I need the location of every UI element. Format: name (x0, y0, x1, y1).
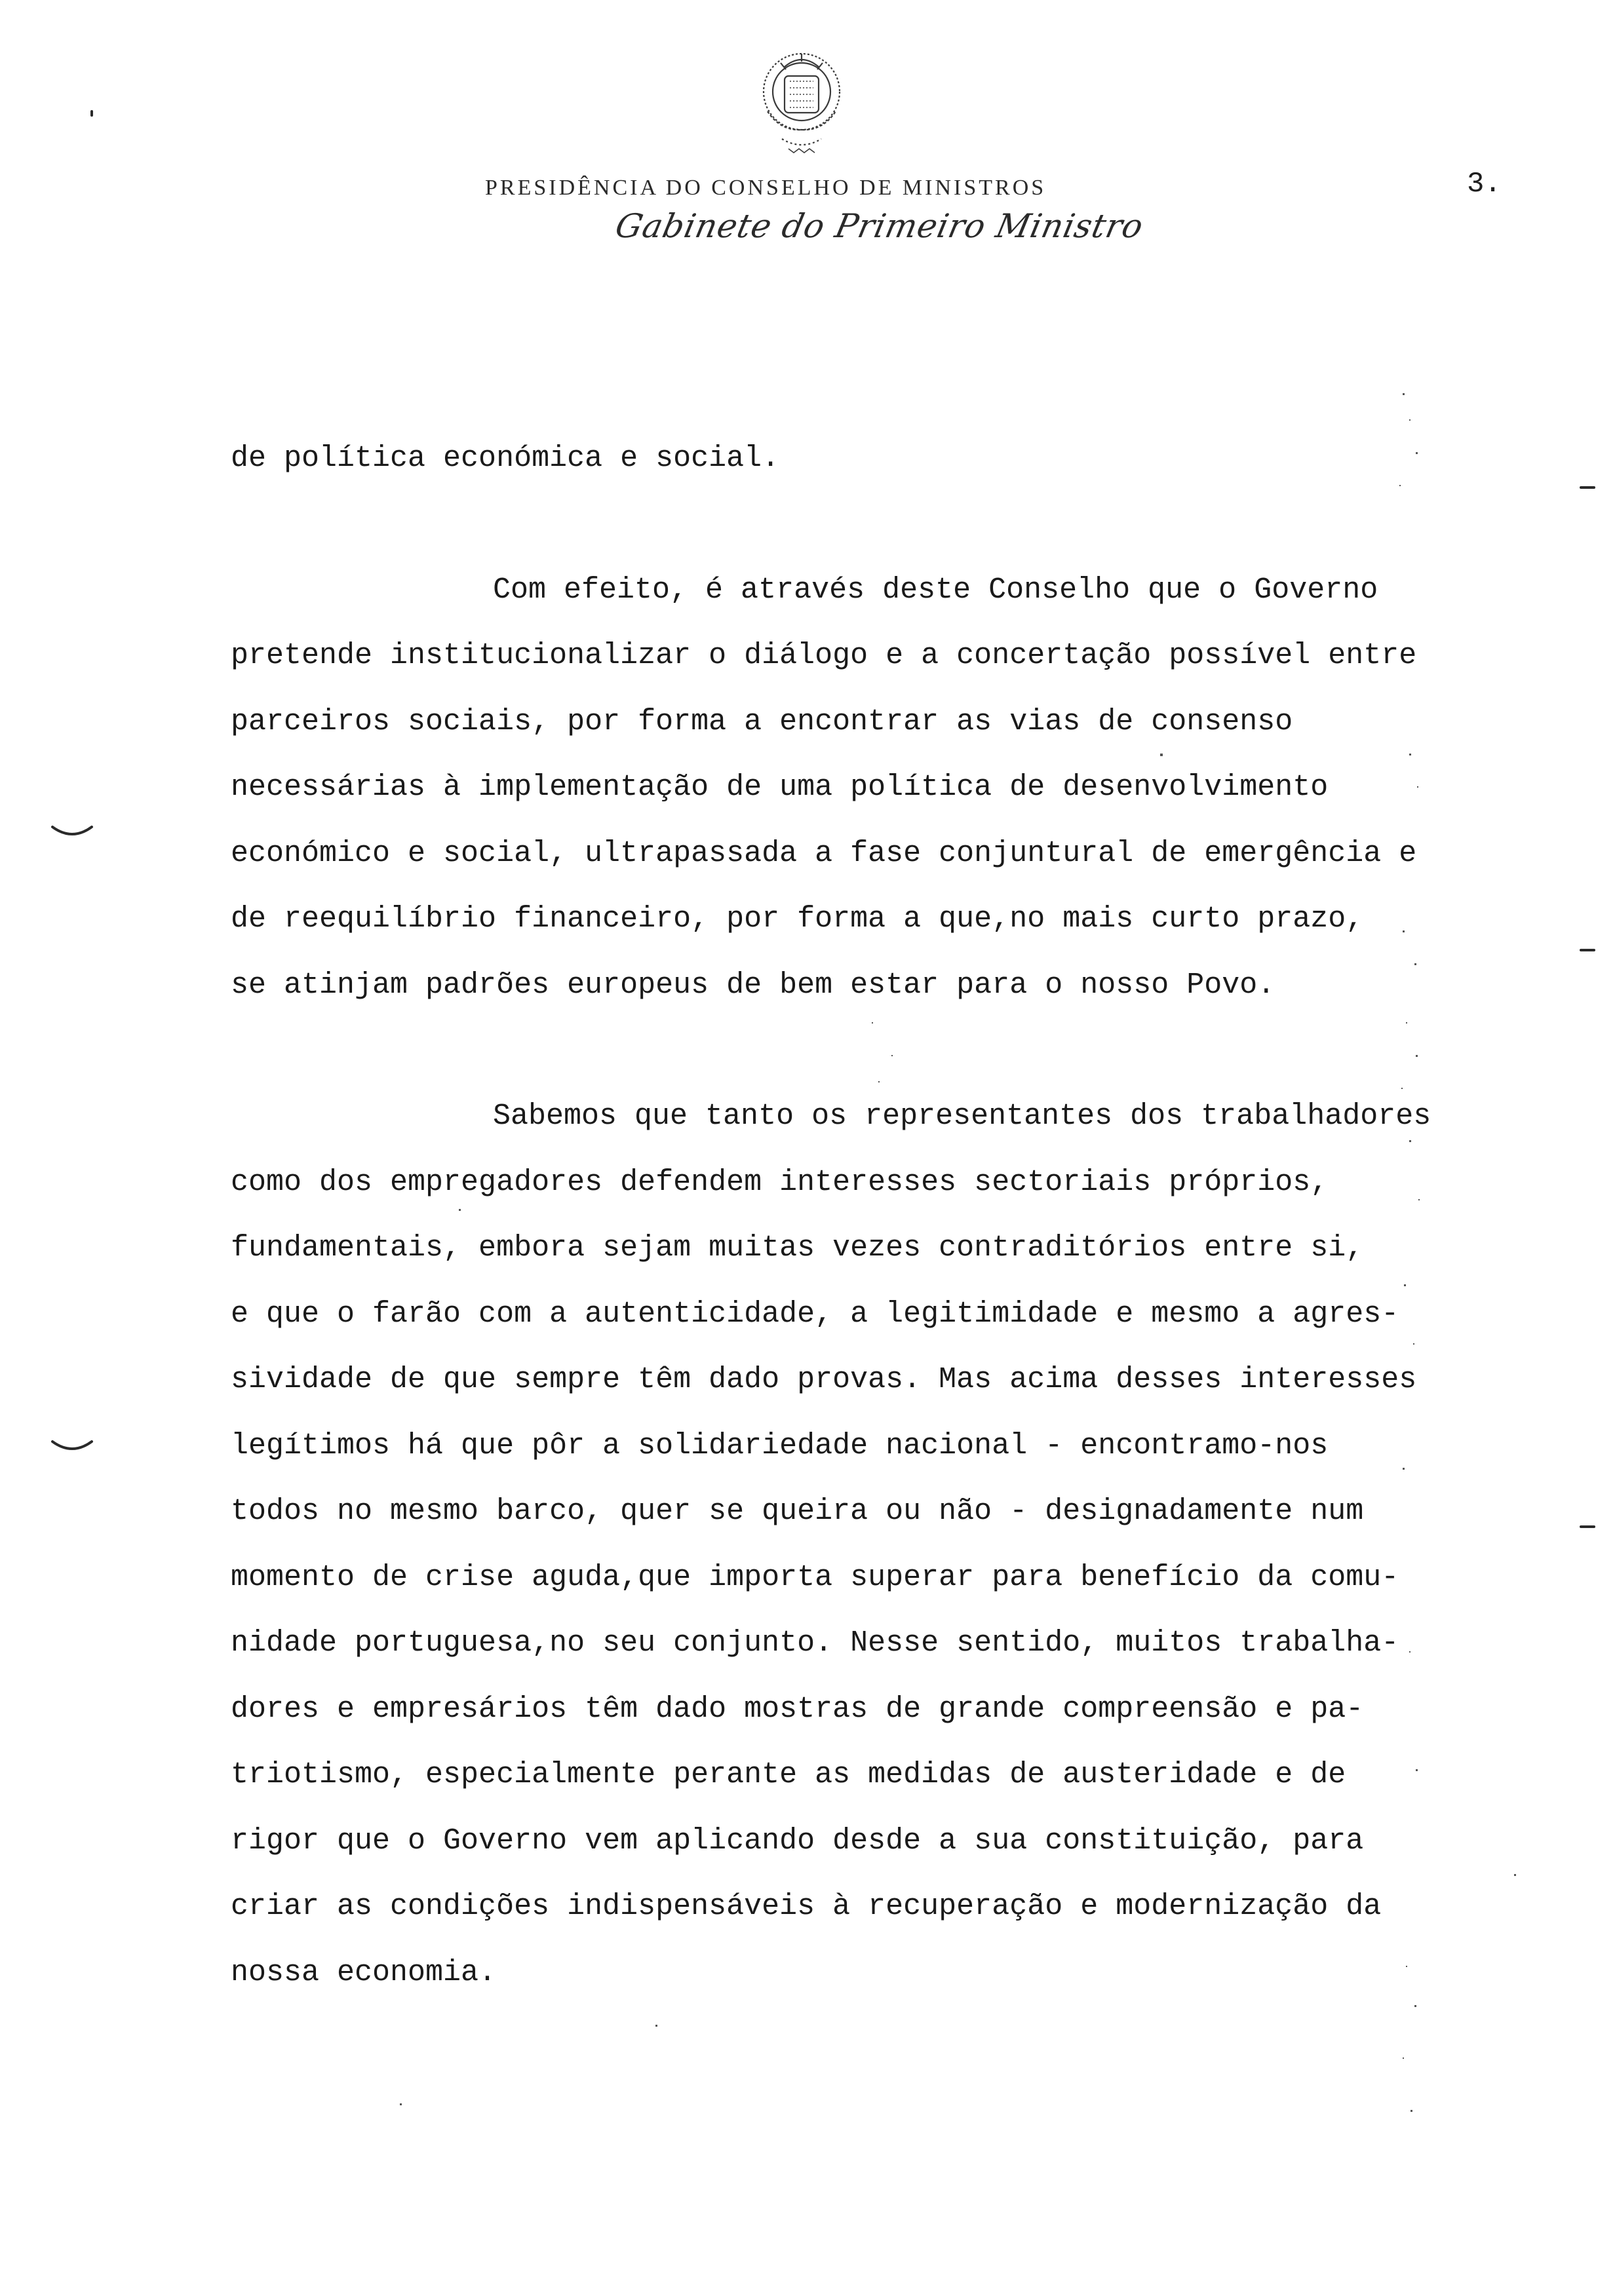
body-line: Com efeito, é através deste Conselho que o Governo (493, 573, 1378, 607)
body-line: nossa economia. (231, 1955, 497, 1989)
letter-body (231, 426, 1581, 2006)
paragraph-gap (231, 1018, 1581, 1084)
letterhead-title: PRESIDÊNCIA DO CONSELHO DE MINISTROS (485, 176, 1047, 200)
body-line: criar as condições indispensáveis à recuperação e modernização da (231, 1890, 1382, 1923)
body-line: rigor que o Governo vem aplicando desde a sua constituição, para (231, 1824, 1364, 1858)
coat-of-arms-seal-icon (743, 41, 861, 165)
body-line: se atinjam padrões europeus de bem estar para o nosso Povo. (231, 968, 1275, 1002)
body-line: dores e empresários têm dado mostras de grande compreensão e pa- (231, 1692, 1364, 1726)
paragraph-gap (231, 492, 1581, 558)
body-line: parceiros sociais, por forma a encontrar as vias de consenso (231, 704, 1293, 738)
body-line: todos no mesmo barco, quer se queira ou não - designadamente num (231, 1495, 1364, 1528)
body-line: legítimos há que pôr a solidariedade nacional - encontramo-nos (231, 1428, 1329, 1463)
body-line: Sabemos que tanto os representantes dos trabalhadores (493, 1100, 1431, 1133)
body-line: nidade portuguesa,no seu conjunto. Nesse sentido, muitos trabalha- (231, 1626, 1399, 1660)
body-line: fundamentais, embora sejam muitas vezes contraditórios entre si, (231, 1231, 1364, 1265)
letterhead-subtitle: Gabinete do Primeiro Ministro (612, 207, 1147, 245)
body-line: necessárias à implementação de uma política de desenvolvimento (231, 771, 1329, 804)
page-number: 3. (1467, 168, 1502, 201)
body-line: pretende institucionalizar o diálogo e a concertação possível entre (231, 639, 1417, 672)
body-line: e que o farão com a autenticidade, a legitimidade e mesmo a agres- (231, 1297, 1399, 1331)
body-line: de política económica e social. (231, 442, 780, 475)
body-line: momento de crise aguda,que importa superar para benefício da comu- (231, 1560, 1399, 1594)
body-line: sividade de que sempre têm dado provas. Mas acima desses interesses (231, 1363, 1417, 1396)
body-line: como dos empregadores defendem interesses sectoriais próprios, (231, 1165, 1329, 1199)
body-line: triotismo, especialmente perante as medidas de austeridade e de (231, 1758, 1346, 1791)
body-line: económico e social, ultrapassada a fase conjuntural de emergência e (231, 836, 1417, 870)
body-line: de reequilíbrio financeiro, por forma a que,no mais curto prazo, (231, 902, 1364, 936)
